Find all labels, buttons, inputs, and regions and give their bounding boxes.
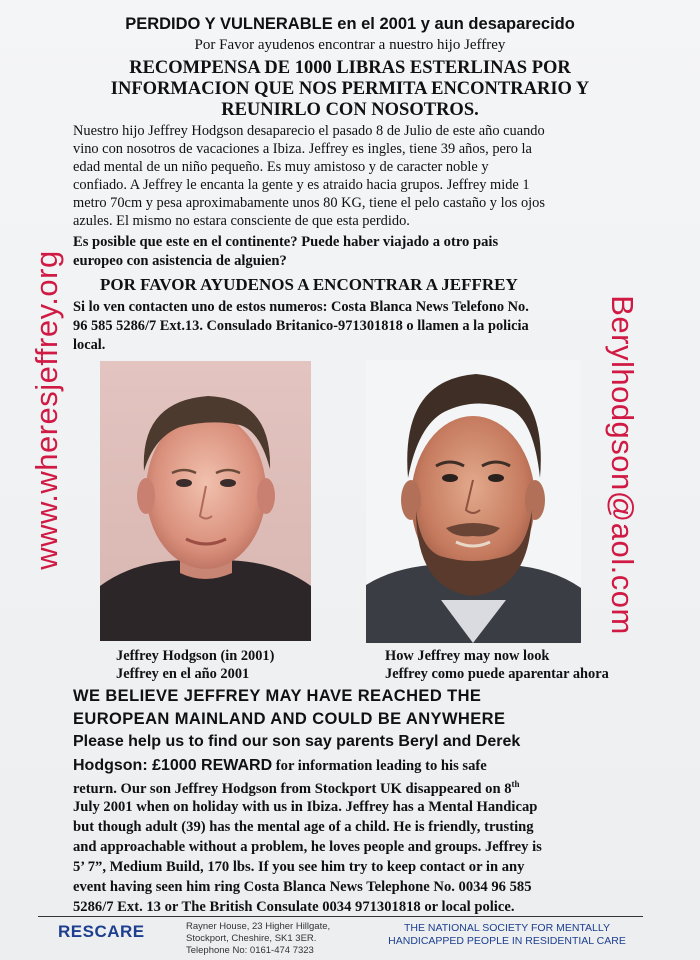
english-body-line: 5’ 7”, Medium Build, 170 lbs. If you see him try to keep contact or in any	[73, 859, 525, 875]
english-body-line	[73, 779, 520, 798]
english-body-text: return. Our son Jeffrey Hodgson from Stockport UK disappeared on 8	[73, 780, 512, 797]
reward-amount: Hodgson: £1000 REWARD	[73, 757, 273, 774]
footer-divider	[38, 916, 643, 917]
question-line: europeo con asistencia de alguien?	[73, 253, 287, 269]
contact-line: local.	[73, 337, 106, 353]
reward-text: for information leading to his safe	[272, 758, 487, 774]
website-side-text: www.wheresjeffrey.org	[29, 250, 64, 570]
spanish-body-line: metro 70cm y pesa aproximabamente unos 80 KG, tiene el pelo castaño y los ojos	[73, 195, 545, 211]
english-body-line: but though adult (39) has the mental age of a child. He is friendly, trusting	[73, 819, 534, 835]
photo-caption-en-2001: Jeffrey Hodgson (in 2001)	[116, 648, 275, 664]
address-line: Stockport, Cheshire, SK1 3ER.	[186, 933, 317, 944]
english-body-line: and approachable without a problem, he loves people and groups. Jeffrey is	[73, 839, 542, 855]
address-line: Telephone No: 0161-474 7323	[186, 945, 314, 956]
spanish-body-line: vino con nosotros de vacaciones a Ibiza. Jeffrey es ingles, tiene 39 años, pero la	[73, 141, 532, 157]
reward-line: REUNIRLO CON NOSOTROS.	[221, 100, 479, 120]
portrait-age-progressed-image	[366, 360, 581, 643]
poster-heading: PERDIDO Y VULNERABLE en el 2001 y aun desaparecido	[125, 15, 575, 33]
email-side-text: Berylhodgson@aol.com	[605, 295, 640, 635]
english-headline: WE BELIEVE JEFFREY MAY HAVE REACHED THE	[73, 687, 482, 705]
reward-line: INFORMACION QUE NOS PERMITA ENCONTRARIO Y	[110, 79, 590, 99]
contact-line: Si lo ven contacten uno de estos numeros: Costa Blanca News Telefono No.	[73, 299, 529, 315]
footer-address	[186, 921, 330, 957]
photo-age-progressed	[366, 360, 581, 643]
reward-line: RECOMPENSA DE 1000 LIBRAS ESTERLINAS POR	[129, 58, 571, 78]
society-line: HANDICAPPED PEOPLE IN RESIDENTIAL CARE	[388, 935, 626, 947]
plea-heading: POR FAVOR AYUDENOS A ENCONTRAR A JEFFREY	[100, 275, 518, 294]
spanish-body-line: azules. El mismo no estara consciente de que esta perdido.	[73, 213, 410, 229]
poster-subheading: Por Favor ayudenos encontrar a nuestro hijo Jeffrey	[194, 37, 506, 53]
photo-caption-es-now: Jeffrey como puede aparentar ahora	[385, 666, 609, 682]
english-headline: EUROPEAN MAINLAND AND COULD BE ANYWHERE	[73, 710, 506, 728]
spanish-body-line: confiado. A Jeffrey le encanta la gente y es atraido hacia grupos. Jeffrey mide 1	[73, 177, 530, 193]
photo-caption-es-2001: Jeffrey en el año 2001	[116, 666, 250, 682]
rescare-logo: RESCARE	[58, 922, 145, 941]
contact-line: 96 585 5286/7 Ext.13. Consulado Britanico-971301818 o llamen a la policia	[73, 318, 529, 334]
portrait-2001-image	[100, 361, 311, 641]
spanish-body-line: edad mental de un niño pequeño. Es muy amistoso y de caracter noble y	[73, 159, 489, 175]
address-line: Rayner House, 23 Higher Hillgate,	[186, 921, 331, 932]
spanish-body-line: Nuestro hijo Jeffrey Hodgson desaparecio el pasado 8 de Julio de este año cuando	[73, 123, 545, 139]
question-line: Es posible que este en el continente? Puede haber viajado a otro pais	[73, 234, 499, 250]
photo-caption-en-now: How Jeffrey may now look	[385, 648, 550, 664]
ordinal-suffix: th	[511, 779, 520, 789]
photo-2001	[100, 361, 311, 641]
society-line: THE NATIONAL SOCIETY FOR MENTALLY	[404, 922, 610, 934]
english-body-line: July 2001 when on holiday with us in Ibiza. Jeffrey has a Mental Handicap	[73, 799, 538, 815]
english-body-line: event having seen him ring Costa Blanca News Telephone No. 0034 96 585	[73, 879, 532, 895]
english-body-line: 5286/7 Ext. 13 or The British Consulate 0034 971301818 or local police.	[73, 899, 515, 915]
english-headline: Please help us to find our son say parents Beryl and Derek	[73, 733, 521, 750]
footer-society-name	[372, 922, 642, 948]
reward-line-en	[73, 757, 487, 775]
